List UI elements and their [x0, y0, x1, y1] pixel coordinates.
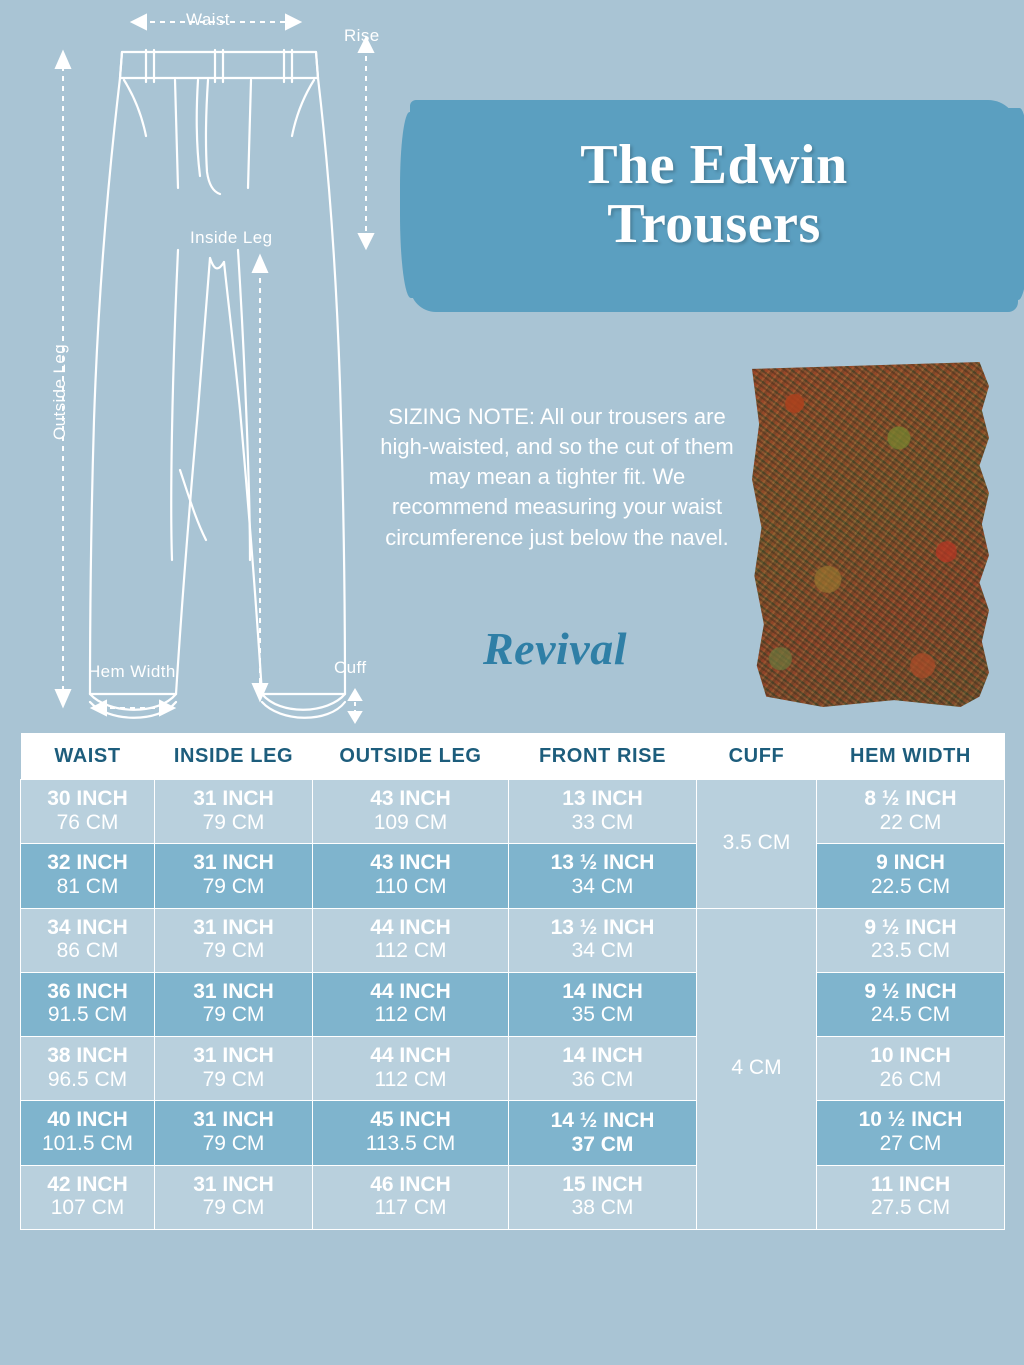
- value-cm: 79 CM: [202, 810, 265, 834]
- cell-inside-leg: [155, 1101, 313, 1165]
- cell-inside-leg: [155, 1037, 313, 1101]
- value-cm: 101.5 CM: [41, 1131, 134, 1155]
- brand-logo: Revival: [483, 623, 627, 674]
- value-inch: 36 INCH: [47, 979, 128, 1003]
- value-inch: 30 INCH: [47, 787, 128, 810]
- value-cm: 38 CM: [571, 1196, 634, 1220]
- value-cm: 79 CM: [202, 1067, 265, 1091]
- value-cm: 86 CM: [56, 939, 119, 963]
- value-inch: 32 INCH: [47, 851, 128, 875]
- cell-inside-leg: [155, 1165, 313, 1229]
- value-inch: 8 ½ INCH: [864, 787, 957, 810]
- column-header-hem-width: HEM WIDTH: [817, 733, 1005, 780]
- cell-waist: [21, 780, 155, 844]
- value-inch: 9 ½ INCH: [864, 979, 957, 1003]
- cell-waist: [21, 844, 155, 908]
- cell-hem-width: [817, 780, 1005, 844]
- table-row: [21, 972, 1005, 1036]
- cell-waist: [21, 908, 155, 972]
- value-cm: 79 CM: [202, 939, 265, 963]
- label-hem-width: Hem Width: [88, 662, 176, 681]
- value-cm: 110 CM: [374, 874, 447, 898]
- value-cm: 22.5 CM: [870, 874, 951, 898]
- value-inch: 11 INCH: [870, 1172, 951, 1196]
- cell-outside-leg: [313, 844, 509, 908]
- value-cm: 79 CM: [202, 1196, 265, 1220]
- cell-waist: [21, 1101, 155, 1165]
- value-cm: 76 CM: [56, 810, 119, 834]
- value-cm: 107 CM: [50, 1196, 125, 1220]
- table-row: [21, 1037, 1005, 1101]
- value-cm: 112 CM: [374, 1003, 447, 1027]
- page-title: [410, 100, 1018, 254]
- value-cm: 22 CM: [879, 810, 942, 834]
- cell-front-rise: [509, 972, 697, 1036]
- trouser-technical-drawing: [0, 0, 410, 730]
- value-cm: 35 CM: [571, 1003, 634, 1027]
- value-cm: 117 CM: [374, 1196, 447, 1220]
- value-inch: 31 INCH: [193, 1108, 274, 1132]
- cell-waist: [21, 1037, 155, 1101]
- value-inch: 13 ½ INCH: [550, 851, 655, 875]
- column-header-outside-leg: OUTSIDE LEG: [313, 733, 509, 780]
- value-inch: 13 ½ INCH: [550, 915, 655, 939]
- label-rise: Rise: [344, 26, 380, 45]
- cell-front-rise: [509, 1037, 697, 1101]
- value-cm: 112 CM: [374, 1067, 447, 1091]
- value-cm: 79 CM: [202, 874, 265, 898]
- cell-front-rise: [509, 1165, 697, 1229]
- table-header-row: [21, 733, 1005, 780]
- cell-hem-width: [817, 1165, 1005, 1229]
- value-cm: 27 CM: [879, 1131, 942, 1155]
- cell-outside-leg: [313, 1037, 509, 1101]
- value-inch: 14 INCH: [562, 979, 643, 1003]
- sizing-note: SIZING NOTE: All our trousers are high-waisted, and so the cut of them may mean a tighter fit. We recommend measuring your waist circumference just below the navel.: [380, 404, 734, 550]
- value-inch: 40 INCH: [47, 1108, 128, 1132]
- value-cm: 91.5 CM: [47, 1003, 128, 1027]
- cell-waist: [21, 1165, 155, 1229]
- value-inch: 9 INCH: [876, 851, 945, 875]
- column-header-cuff: CUFF: [697, 733, 817, 780]
- value-inch: 15 INCH: [562, 1172, 643, 1196]
- title-line-1: The Edwin: [580, 134, 848, 196]
- size-chart: [20, 733, 1004, 1230]
- table-row: [21, 1165, 1005, 1229]
- cell-outside-leg: [313, 780, 509, 844]
- cell-inside-leg: [155, 908, 313, 972]
- table-row: [21, 780, 1005, 844]
- value-inch: 44 INCH: [370, 979, 451, 1003]
- value-cm: 113.5 CM: [365, 1131, 456, 1155]
- cell-inside-leg: [155, 972, 313, 1036]
- value-cm: 81 CM: [56, 874, 119, 898]
- column-header-inside-leg: INSIDE LEG: [155, 733, 313, 780]
- value-inch: 44 INCH: [370, 915, 451, 939]
- value-inch: 31 INCH: [193, 787, 274, 810]
- value-inch: 10 INCH: [870, 1044, 951, 1068]
- cell-front-rise: [509, 844, 697, 908]
- label-cuff: Cuff: [334, 658, 367, 677]
- cell-outside-leg: [313, 972, 509, 1036]
- cell-hem-width: [817, 972, 1005, 1036]
- value-cm: 27.5 CM: [870, 1196, 951, 1220]
- value-cm: 37 CM: [571, 1132, 634, 1156]
- value-inch: 31 INCH: [193, 1172, 274, 1196]
- label-outside-leg: Outside Leg: [50, 343, 69, 440]
- size-table: [20, 733, 1005, 1230]
- value-inch: 46 INCH: [370, 1172, 451, 1196]
- value-cm: 109 CM: [373, 810, 448, 834]
- cell-outside-leg: [313, 1101, 509, 1165]
- value-inch: 31 INCH: [193, 915, 274, 939]
- title-line-2: Trousers: [607, 192, 821, 255]
- title-banner: [410, 100, 1018, 312]
- value-inch: 42 INCH: [47, 1172, 128, 1196]
- value-cm: 3.5 CM: [722, 830, 791, 854]
- cell-outside-leg: [313, 908, 509, 972]
- value-inch: 45 INCH: [370, 1108, 451, 1132]
- value-cm: 34 CM: [571, 874, 634, 898]
- table-row: [21, 908, 1005, 972]
- fabric-swatch-image: [752, 362, 989, 707]
- value-cm: 79 CM: [202, 1003, 265, 1027]
- cell-hem-width: [817, 1037, 1005, 1101]
- value-inch: 14 ½ INCH: [550, 1109, 655, 1133]
- value-inch: 38 INCH: [47, 1044, 128, 1068]
- label-inside-leg: Inside Leg: [190, 228, 273, 247]
- value-inch: 31 INCH: [193, 979, 274, 1003]
- cell-inside-leg: [155, 780, 313, 844]
- value-cm: 24.5 CM: [870, 1003, 951, 1027]
- value-cm: 33 CM: [571, 810, 634, 834]
- cell-front-rise: [509, 780, 697, 844]
- cell-front-rise: [509, 908, 697, 972]
- column-header-front-rise: FRONT RISE: [509, 733, 697, 780]
- value-inch: 43 INCH: [370, 787, 451, 810]
- value-cm: 36 CM: [571, 1067, 634, 1091]
- value-cm: 112 CM: [374, 939, 447, 963]
- cell-cuff: [697, 780, 817, 909]
- cell-hem-width: [817, 908, 1005, 972]
- value-inch: 31 INCH: [193, 1044, 274, 1068]
- value-inch: 10 ½ INCH: [858, 1108, 963, 1132]
- cell-outside-leg: [313, 1165, 509, 1229]
- value-inch: 34 INCH: [47, 915, 128, 939]
- value-cm: 23.5 CM: [870, 939, 951, 963]
- column-header-waist: WAIST: [21, 733, 155, 780]
- cell-front-rise: [509, 1101, 697, 1165]
- label-waist: Waist: [186, 10, 230, 29]
- cell-hem-width: [817, 1101, 1005, 1165]
- value-inch: 14 INCH: [562, 1044, 643, 1068]
- value-cm: 4 CM: [731, 1055, 782, 1079]
- value-inch: 44 INCH: [370, 1044, 451, 1068]
- cell-hem-width: [817, 844, 1005, 908]
- value-inch: 43 INCH: [370, 851, 451, 875]
- value-cm: 79 CM: [202, 1131, 265, 1155]
- value-inch: 31 INCH: [193, 851, 274, 875]
- table-row: [21, 1101, 1005, 1165]
- value-cm: 96.5 CM: [47, 1067, 128, 1091]
- value-inch: 9 ½ INCH: [864, 915, 957, 939]
- value-cm: 34 CM: [571, 939, 634, 963]
- value-cm: 26 CM: [879, 1067, 942, 1091]
- table-row: [21, 844, 1005, 908]
- cell-waist: [21, 972, 155, 1036]
- cell-inside-leg: [155, 844, 313, 908]
- value-inch: 13 INCH: [562, 787, 643, 810]
- cell-cuff: [697, 908, 817, 1229]
